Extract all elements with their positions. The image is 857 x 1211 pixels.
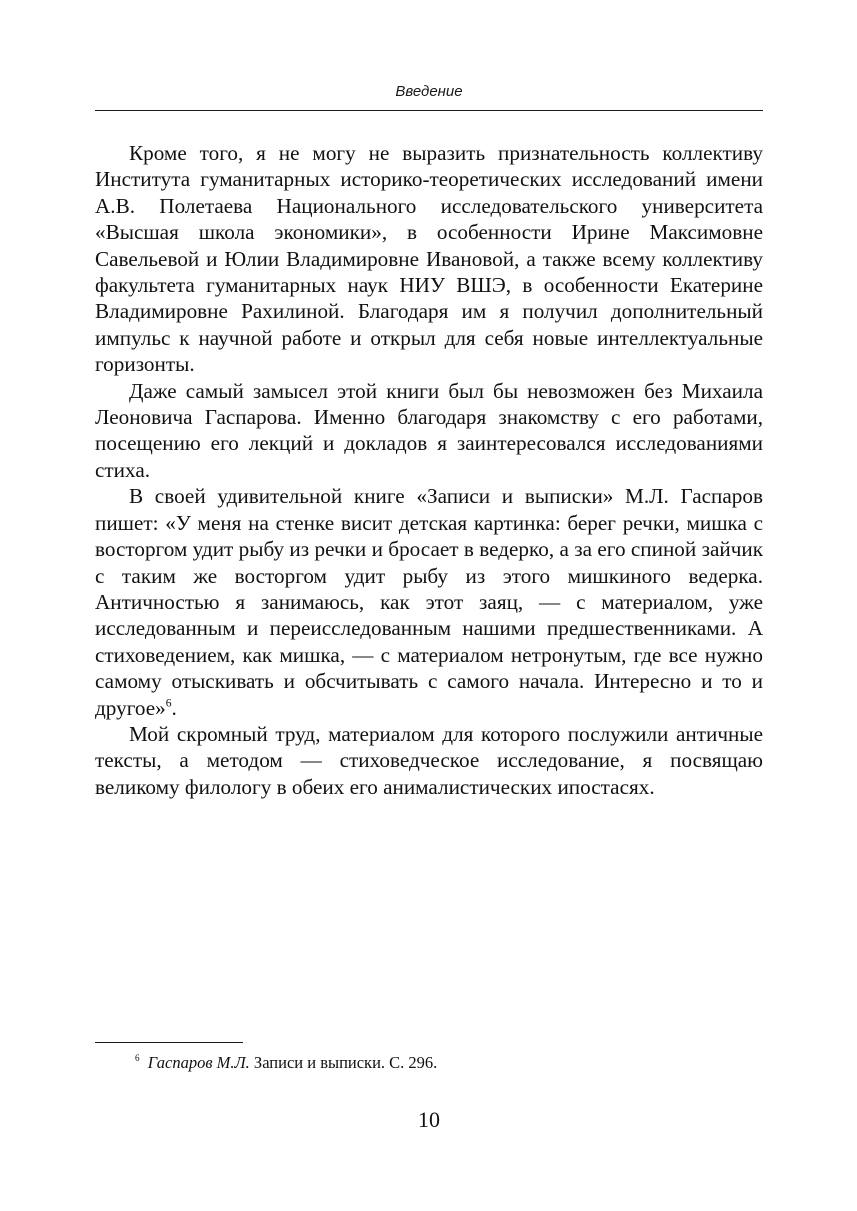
page-number: 10 bbox=[418, 1107, 440, 1132]
paragraph bbox=[95, 721, 763, 800]
paragraph bbox=[95, 140, 763, 378]
footnote bbox=[135, 1052, 763, 1074]
footnote-reference[interactable]: 6 bbox=[165, 695, 172, 709]
footnote-author: Гаспаров М.Л. bbox=[147, 1053, 250, 1072]
header-rule bbox=[95, 110, 763, 111]
paragraph-text: Мой скромный труд, материалом для которого послужили античные тексты, а методом — стиховедческое исследование, я посвящаю великому филологу в обеих его анималистических ипостасях. bbox=[95, 721, 763, 799]
running-head: Введение bbox=[395, 83, 463, 100]
footnote-number: 6 bbox=[135, 1053, 140, 1064]
footnote-rule bbox=[95, 1042, 243, 1043]
paragraph-text: В своей удивительной книге «Записи и выписки» М.Л. Гаспаров пишет: «У меня на стенке висит детская картинка: берег речки, мишка с восторгом удит рыбу из речки и бросает в ведерко, а за его спиной зайчик с таким же восторгом удит рыбу из этого мишкиного ведерка. Античностью я занимаюсь, как этот заяц, — с материалом, уже исследованным и переисследованным нашими предшественниками. А стиховедением, как мишка, — с материалом нетронутым, где все нужно самому отыскивать и обсчитывать с самого начала. Интересно и то и другое» bbox=[95, 484, 763, 720]
main-text bbox=[95, 140, 763, 800]
footnote-text: Записи и выписки. С. 296. bbox=[253, 1053, 438, 1072]
paragraph-text: Кроме того, я не могу не выразить признательность коллективу Института гуманитарных историко-теоретических исследований имени А.В. Полетаева Национального исследовательского университета «Высшая школа экономики», в особенности Ирине Максимовне Савельевой и Юлии Владимировне Ивановой, а также всему коллективу факультета гуманитарных наук НИУ ВШЭ, в особенности Екатерине Владимировне Рахилиной. Благодаря им я получил дополнительный импульс к научной работе и открыл для себя новые интеллектуальные горизонты. bbox=[95, 141, 763, 377]
paragraph bbox=[95, 378, 763, 484]
paragraph: В своей удивительной книге «Записи и выписки» М.Л. Гаспаров пишет: «У меня на стенке висит детская картинка: берег речки, мишка с восторгом удит рыбу из речки и бросает в ведерко, а за его спиной зайчик с таким же восторгом удит рыбу из этого мишкиного ведерка. Античностью я занимаюсь, как этот заяц, — с материалом, уже исследованным и переисследованным нашими предшественниками. А стиховедением, как мишка, — с материалом нетронутым, где все нужно самому отыскивать и обсчитывать с самого начала. Интересно и то и другое»$^6$. bbox=[95, 484, 763, 720]
paragraph-text: Даже самый замысел этой книги был бы невозможен без Михаила Леоновича Гаспарова. Именно благодаря знакомству с его работами, посещению его лекций и докладов я заинтересовался исследованиями стиха. bbox=[95, 378, 763, 482]
